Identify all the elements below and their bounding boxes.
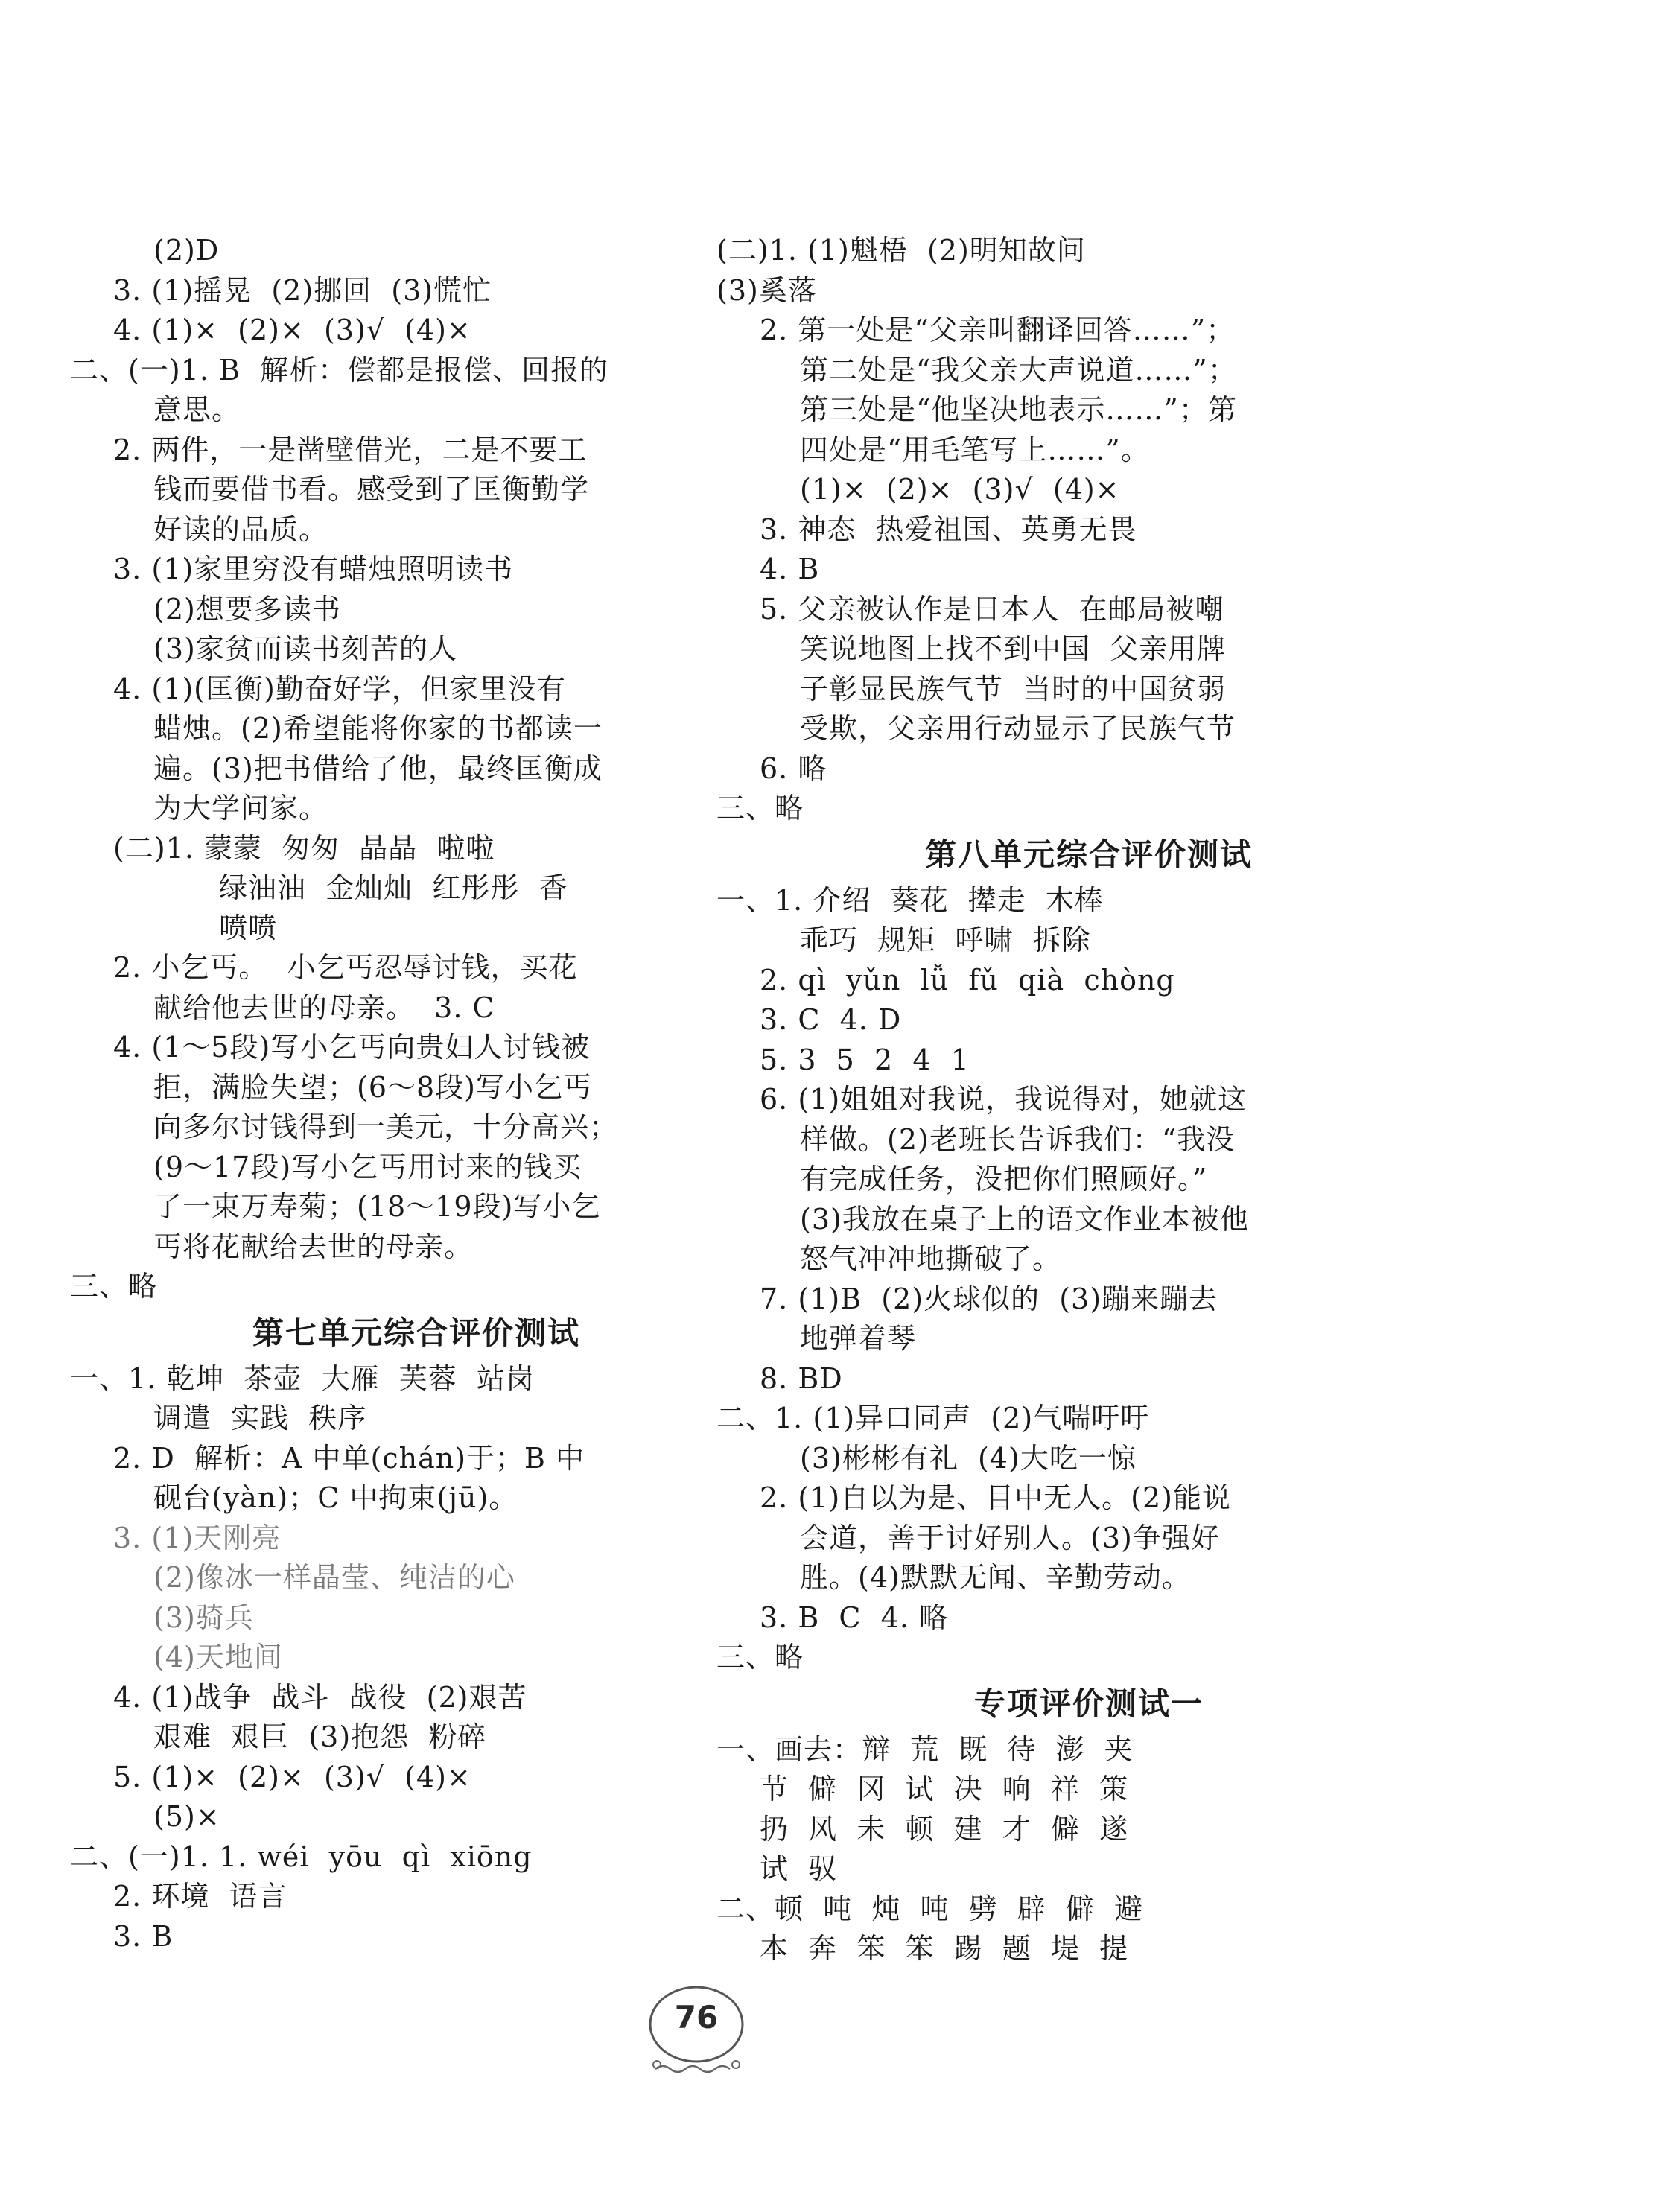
answer-line: (2)D [153, 234, 220, 267]
answer-line: (1)× (2)× (3)√ (4)× [800, 473, 1120, 506]
answer-line: 意思。 [153, 393, 241, 426]
answer-line: 怒气冲冲地撕破了。 [800, 1242, 1062, 1275]
answer-line: 二、顿 吨 炖 吨 劈 辟 僻 避 [716, 1892, 1144, 1925]
answer-line: 喷喷 [219, 911, 278, 944]
answer-line: 2. qì yǔn lǚ fǔ qià chòng [760, 963, 1175, 997]
answer-line: 节 僻 冈 试 决 响 祥 策 [760, 1773, 1129, 1805]
answer-line: 2. 两件，一是凿壁借光，二是不要工 [113, 433, 588, 466]
answer-line: 试 驭 [760, 1852, 838, 1885]
answer-line: 子彰显民族气节 当时的中国贫弱 [800, 672, 1227, 705]
answer-line: (3)我放在桌子上的语文作业本被他 [800, 1202, 1249, 1236]
section-heading: 专项评价测试一 [973, 1685, 1204, 1722]
answer-line: 二、(一)1. B 解析：偿都是报偿、回报的 [70, 353, 609, 387]
answer-line: 拒，满脸失望；(6～8段)写小乞丐 [153, 1070, 593, 1104]
answer-line: 5. 3 5 2 4 1 [760, 1043, 970, 1076]
answer-line: (3)骑兵 [153, 1601, 254, 1634]
answer-line: 三、略 [716, 792, 804, 824]
answer-line: 二、1. (1)异口同声 (2)气喘吁吁 [716, 1402, 1150, 1434]
answer-line: 笑说地图上找不到中国 父亲用牌 [800, 632, 1227, 665]
page-number-bubble-icon [640, 1981, 760, 2093]
answer-line: 会道，善于讨好别人。(3)争强好 [800, 1521, 1220, 1554]
answer-line: 2. 环境 语言 [113, 1880, 287, 1913]
answer-line: (二)1. (1)魁梧 (2)明知故问 [716, 234, 1086, 267]
answer-line: 2. D 解析：A 中单(chán)于；B 中 [113, 1441, 585, 1475]
answer-line: (9～17段)写小乞丐用讨来的钱买 [153, 1150, 582, 1183]
answer-line: (二)1. 蒙蒙 匆匆 晶晶 啦啦 [113, 831, 495, 865]
answer-line: 四处是“用毛笔写上……”。 [800, 433, 1150, 466]
page-number: 76 [674, 1999, 719, 2035]
answer-line: 样做。(2)老班长告诉我们：“我没 [800, 1122, 1236, 1156]
answer-line: (3)奚落 [716, 273, 817, 307]
answer-line: 本 奔 笨 笨 踢 题 堤 提 [760, 1932, 1129, 1965]
answer-line: 受欺，父亲用行动显示了民族气节 [800, 712, 1236, 745]
answer-line: 二、(一)1. 1. wéi yōu qì xiōng [70, 1840, 533, 1873]
answer-line: 4. (1)× (2)× (3)√ (4)× [113, 314, 471, 346]
answer-line: 4. (1～5段)写小乞丐向贵妇人讨钱被 [113, 1031, 591, 1064]
answer-line: (2)想要多读书 [153, 592, 341, 626]
answer-line: 3. (1)家里穷没有蜡烛照明读书 [113, 553, 514, 585]
answer-line: 8. BD [760, 1361, 843, 1395]
answer-line: 有完成任务，没把你们照顾好。” [800, 1163, 1208, 1195]
left-column [70, 231, 763, 1957]
answer-line: 3. B C 4. 略 [760, 1601, 948, 1634]
answer-line: 扔 风 未 顿 建 才 僻 遂 [760, 1812, 1129, 1846]
answer-line: (5)× [153, 1800, 220, 1833]
answer-line: 地弹着琴 [800, 1322, 917, 1355]
answer-line: 乖巧 规矩 呼啸 拆除 [800, 924, 1091, 956]
answer-line: 4. (1)战争 战斗 战役 (2)艰苦 [113, 1680, 527, 1714]
answer-line: 调遣 实践 秩序 [153, 1402, 367, 1434]
answer-line: 3. 神态 热爱祖国、英勇无畏 [760, 512, 1137, 546]
answer-line: 丐将花献给去世的母亲。 [153, 1230, 474, 1263]
answer-line: (3)彬彬有礼 (4)大吃一惊 [800, 1441, 1137, 1475]
answer-line: 遍。(3)把书借给了他，最终匡衡成 [153, 751, 603, 785]
answer-line: (2)像冰一样晶莹、纯洁的心 [153, 1561, 515, 1594]
answer-line: 6. 略 [760, 751, 827, 785]
answer-line: 蜡烛。(2)希望能将你家的书都读一 [153, 712, 603, 745]
answer-line: 5. 父亲被认作是日本人 在邮局被嘲 [760, 592, 1224, 626]
answer-line: 3. C 4. D [760, 1003, 902, 1036]
answer-line: 艰难 艰巨 (3)抱怨 粉碎 [153, 1720, 487, 1753]
answer-line: (3)家贫而读书刻苦的人 [153, 632, 457, 665]
answer-line: 献给他去世的母亲。 3. C [153, 991, 495, 1024]
answer-line: 3. (1)天刚亮 [113, 1521, 282, 1554]
answer-line: 绿油油 金灿灿 红彤彤 香 [219, 871, 568, 904]
answer-line: 了一束万寿菊；(18～19段)写小乞 [153, 1190, 601, 1223]
answer-line: 向多尔讨钱得到一美元，十分高兴； [153, 1110, 619, 1143]
answer-line: 三、略 [716, 1641, 804, 1674]
answer-line: 2. 小乞丐。 小乞丐忍辱讨钱，买花 [113, 951, 578, 984]
answer-line: 6. (1)姐姐对我说，我说得对，她就这 [760, 1083, 1247, 1116]
right-column [716, 231, 1461, 1969]
section-heading: 第八单元综合评价测试 [924, 836, 1253, 873]
answer-line: 第二处是“我父亲大声说道……”； [800, 353, 1237, 387]
answer-line: 砚台(yàn)；C 中拘束(jū)。 [153, 1481, 518, 1514]
section-heading: 第七单元综合评价测试 [252, 1314, 580, 1351]
answer-line: 7. (1)B (2)火球似的 (3)蹦来蹦去 [760, 1282, 1218, 1315]
answer-line: 第三处是“他坚决地表示……”；第 [800, 393, 1237, 426]
answer-line: (4)天地间 [153, 1641, 283, 1674]
answer-line: 三、略 [70, 1270, 158, 1303]
answer-line: 3. B [113, 1919, 174, 1953]
answer-line: 胜。(4)默默无闻、辛勤劳动。 [800, 1561, 1191, 1594]
answer-line: 3. (1)摇晃 (2)挪回 (3)慌忙 [113, 273, 492, 307]
answer-line: 4. (1)(匡衡)勤奋好学，但家里没有 [113, 672, 566, 705]
answer-line: 2. 第一处是“父亲叫翻译回答……”； [760, 314, 1236, 346]
answer-line: 一、1. 介绍 葵花 撵走 木棒 [716, 883, 1104, 917]
answer-line: 2. (1)自以为是、目中无人。(2)能说 [760, 1481, 1231, 1514]
answer-line: 4. B [760, 553, 820, 585]
page-number-badge [640, 1981, 760, 2093]
answer-line: 为大学问家。 [153, 792, 328, 824]
answer-line: 5. (1)× (2)× (3)√ (4)× [113, 1760, 471, 1793]
answer-line: 好读的品质。 [153, 512, 328, 546]
answer-line: 一、画去：辩 荒 既 待 澎 夹 [716, 1732, 1134, 1766]
answer-line: 一、1. 乾坤 茶壶 大雁 芙蓉 站岗 [70, 1361, 535, 1395]
answer-line: 钱而要借书看。感受到了匡衡勤学 [153, 473, 590, 506]
